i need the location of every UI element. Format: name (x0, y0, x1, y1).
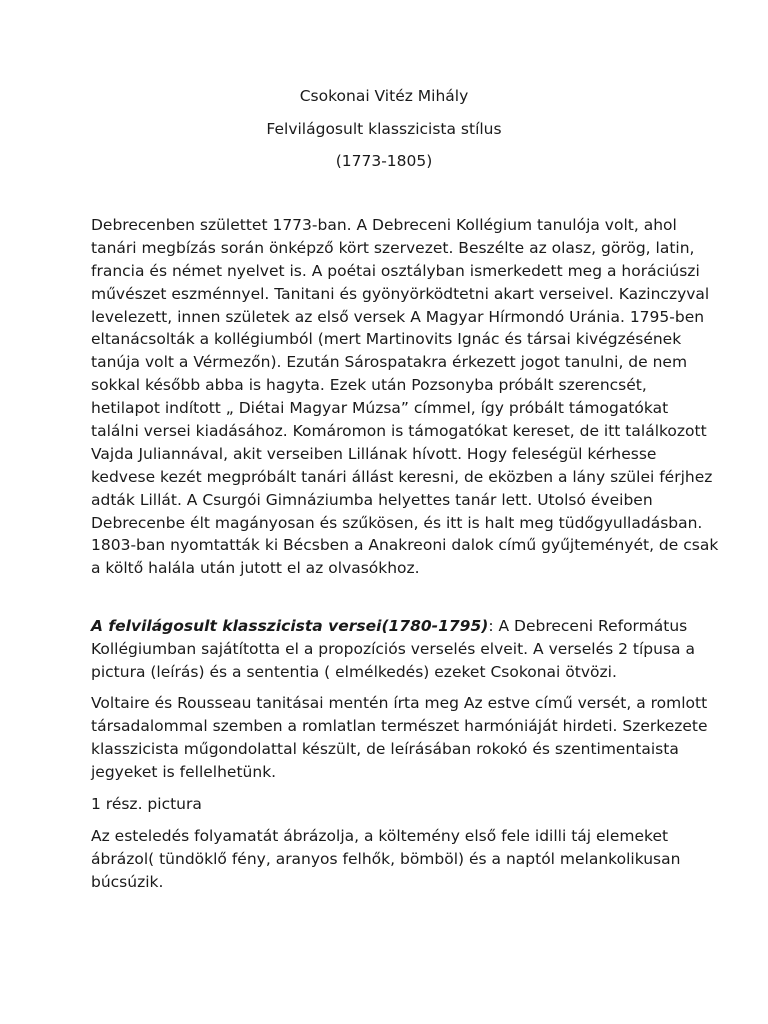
text-line: művészet eszménnyel. Tanitani és gyönyörködtetni akart verseivel. Kazinczyval (91, 284, 710, 303)
text-line: Vajda Juliannával, akit verseiben Lillának hívott. Hogy feleségül kérhesse (91, 444, 657, 463)
text-line: klasszicista műgondolattal készült, de leírásában rokokó és szentimentaista (91, 739, 679, 758)
text-line: francia és német nyelvet is. A poétai osztályban ismerkedett meg a horáciúszi (91, 261, 700, 280)
text-line: társadalommal szemben a romlatlan természet harmóniáját hirdeti. Szerkezete (91, 716, 708, 735)
text-line: búcsúzik. (91, 872, 164, 891)
text-line: tanári megbízás során önképző kört szervezet. Beszélte az olasz, görög, latin, (91, 238, 695, 257)
text-line: eltanácsolták a kollégiumból (mert Martinovits Ignác és társai kivégzésének (91, 330, 682, 349)
text-line: jegyeket is fellelhetünk. (91, 762, 277, 781)
text-line: pictura (leírás) és a sententia ( elmélkedés) ezeket Csokonai ötvözi. (91, 662, 617, 681)
biography-paragraph (91, 214, 719, 580)
estve-paragraph (91, 692, 708, 784)
text-line: Voltaire és Rousseau tanitásai mentén írta meg Az estve című versét, a romlott (91, 694, 708, 712)
text-line: Kollégiumban sajátította el a propozíciós verselés elveit. A verselés 2 típusa a (91, 639, 695, 658)
text-line: levelezett, innen születek az első versek A Magyar Hírmondó Uránia. 1795-ben (91, 307, 705, 326)
part-label-paragraph (91, 793, 691, 816)
text-line: 1803-ban nyomtatták ki Bécsben a Anakreoni dalok című gyűjteményét, de csak (91, 536, 719, 555)
text-line (91, 615, 691, 638)
section-heading: A felvilágosult klasszicista versei(1780-1795) (91, 617, 489, 635)
author-title: Csokonai Vitéz Mihály (299, 87, 469, 105)
life-years: (1773-1805) (335, 152, 433, 170)
text-line: a költő halála után jutott el az olvasókhoz. (91, 559, 420, 578)
text-line: sokkal később abba is hagyta. Ezek után Pozsonyba próbált szerencsét, (91, 376, 647, 395)
pictura-paragraph (91, 825, 691, 894)
text-line: találni versei kiadásához. Komáromon is támogatókat kereset, de itt találkozott (91, 422, 707, 441)
text-line: hetilapot indított „ Diétai Magyar Múzsa” címmel, így próbált támogatókat (91, 399, 669, 418)
text-line: adták Lillát. A Csurgói Gimnáziumba helyettes tanár lett. Utolsó éveiben (91, 490, 653, 509)
part-label: 1 rész. pictura (91, 795, 202, 813)
section-heading-suffix: : A Debreceni Református (488, 617, 688, 635)
style-subtitle: Felvilágosult klasszicista stílus (266, 120, 502, 138)
section-paragraph (91, 615, 695, 684)
text-line: ábrázol( tündöklő fény, aranyos felhők, bömböl) és a naptól melankolikusan (91, 849, 681, 868)
text-line: Az esteledés folyamatát ábrázolja, a költemény első fele idilli táj elemeket (91, 827, 669, 845)
text-line: Debrecenbe élt magányosan és szűkösen, és itt is halt meg tüdőgyulladásban. (91, 513, 703, 532)
text-line: kedvese kezét megpróbált tanári állást keresni, de eközben a lány szülei férjhez (91, 467, 713, 486)
text-line: Debrecenben születtet 1773-ban. A Debreceni Kollégium tanulója volt, ahol (91, 216, 677, 234)
text-line: tanúja volt a Vérmezőn). Ezután Sárospatakra érkezett jogot tanulni, de nem (91, 353, 688, 372)
